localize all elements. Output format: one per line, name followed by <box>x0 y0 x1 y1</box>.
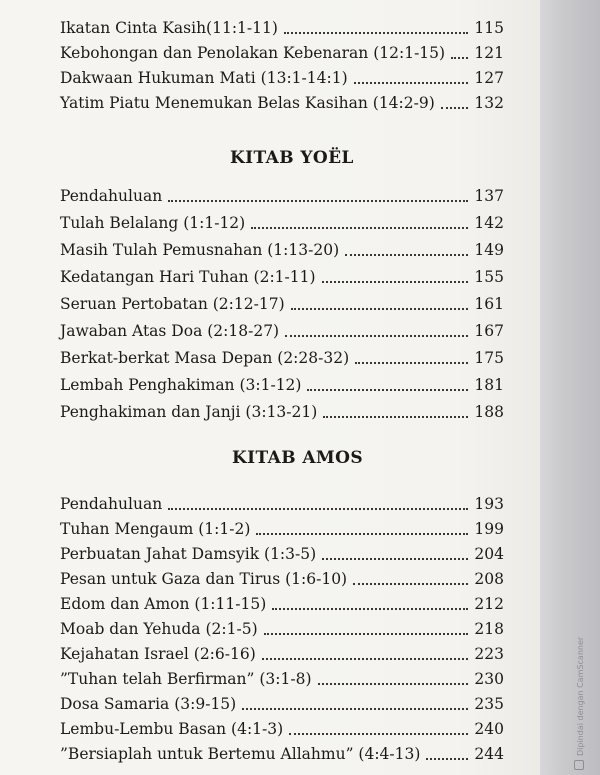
toc-entry <box>60 64 504 88</box>
dot-leader <box>353 583 468 585</box>
toc-entry <box>60 665 504 689</box>
dot-leader <box>441 107 469 109</box>
entry-title: ”Bersiaplah untuk Bertemu Allahmu” (4:4-13) <box>60 745 421 763</box>
dot-leader <box>451 57 468 59</box>
dot-leader <box>262 658 469 660</box>
entry-page: 142 <box>474 214 504 232</box>
entry-title: Lembu-Lembu Basan (4:1-3) <box>60 720 284 738</box>
toc-entry <box>60 344 504 368</box>
toc-entry <box>60 89 504 113</box>
toc-entry <box>60 14 504 38</box>
toc-entry <box>60 317 504 341</box>
entry-title: Pendahuluan <box>60 187 163 205</box>
entry-page: 193 <box>474 495 504 513</box>
entry-page: 137 <box>474 187 504 205</box>
dot-leader <box>322 558 468 560</box>
entry-page: 127 <box>474 69 504 87</box>
entry-page: 208 <box>474 570 504 588</box>
entry-page: 244 <box>474 745 504 763</box>
toc-entry <box>60 263 504 287</box>
dot-leader <box>256 533 468 535</box>
dot-leader <box>284 32 468 34</box>
dot-leader <box>307 389 468 391</box>
entry-page: 235 <box>474 695 504 713</box>
entry-page: 115 <box>474 19 504 37</box>
entry-page: 149 <box>474 241 504 259</box>
entry-title: Tulah Belalang (1:1-12) <box>60 214 246 232</box>
entry-page: 212 <box>474 595 504 613</box>
toc-entry <box>60 640 504 664</box>
book-spine <box>540 0 600 775</box>
dot-leader <box>354 82 469 84</box>
entry-title: Berkat-berkat Masa Depan (2:28-32) <box>60 349 350 367</box>
dot-leader <box>251 227 468 229</box>
entry-page: 230 <box>474 670 504 688</box>
dot-leader <box>318 683 469 685</box>
entry-title: ”Tuhan telah Berfirman” (3:1-8) <box>60 670 312 688</box>
entry-page: 204 <box>474 545 504 563</box>
entry-page: 181 <box>474 376 504 394</box>
dot-leader <box>285 335 468 337</box>
section-heading-yoel: KITAB YOËL <box>230 148 354 168</box>
scanner-text: Dipindai dengan CamScanner <box>576 636 585 756</box>
entry-page: 167 <box>474 322 504 340</box>
entry-title: Kedatangan Hari Tuhan (2:1-11) <box>60 268 316 286</box>
entry-title: Pendahuluan <box>60 495 163 513</box>
entry-title: Ikatan Cinta Kasih(11:1-11) <box>60 19 278 37</box>
dot-leader <box>426 758 468 760</box>
entry-page: 132 <box>474 94 504 112</box>
entry-page: 175 <box>474 349 504 367</box>
entry-page: 161 <box>474 295 504 313</box>
entry-page: 121 <box>474 44 504 62</box>
entry-title: Edom dan Amon (1:11-15) <box>60 595 267 613</box>
dot-leader <box>345 254 468 256</box>
entry-page: 199 <box>474 520 504 538</box>
dot-leader <box>289 733 468 735</box>
entry-title: Penghakiman dan Janji (3:13-21) <box>60 403 318 421</box>
entry-title: Lembah Penghakiman (3:1-12) <box>60 376 302 394</box>
dot-leader <box>355 362 468 364</box>
toc-entry <box>60 690 504 714</box>
entry-page: 240 <box>474 720 504 738</box>
dot-leader <box>323 416 468 418</box>
entry-page: 218 <box>474 620 504 638</box>
toc-entry <box>60 540 504 564</box>
toc-entry <box>60 39 504 63</box>
section-heading-amos: KITAB AMOS <box>232 448 364 468</box>
entry-title: Pesan untuk Gaza dan Tirus (1:6-10) <box>60 570 348 588</box>
toc-entry <box>60 590 504 614</box>
toc-entry <box>60 515 504 539</box>
toc-entry <box>60 236 504 260</box>
dot-leader <box>272 608 468 610</box>
entry-title: Kebohongan dan Penolakan Kebenaran (12:1-15) <box>60 44 446 62</box>
toc-entry <box>60 371 504 395</box>
dot-leader <box>264 633 469 635</box>
toc-entry <box>60 715 504 739</box>
toc-entry <box>60 398 504 422</box>
entry-title: Tuhan Mengaum (1:1-2) <box>60 520 251 538</box>
entry-title: Moab dan Yehuda (2:1-5) <box>60 620 258 638</box>
toc-entry <box>60 290 504 314</box>
entry-page: 155 <box>474 268 504 286</box>
entry-title: Seruan Pertobatan (2:12-17) <box>60 295 285 313</box>
entry-title: Yatim Piatu Menemukan Belas Kasihan (14:2-9) <box>60 94 435 112</box>
entry-title: Kejahatan Israel (2:6-16) <box>60 645 256 663</box>
toc-entry <box>60 182 504 206</box>
entry-title: Jawaban Atas Doa (2:18-27) <box>60 322 280 340</box>
toc-entry <box>60 565 504 589</box>
dot-leader <box>168 508 468 510</box>
toc-entry <box>60 740 504 764</box>
toc-entry <box>60 490 504 514</box>
dot-leader <box>168 200 468 202</box>
toc-entry <box>60 615 504 639</box>
entry-title: Dakwaan Hukuman Mati (13:1-14:1) <box>60 69 348 87</box>
entry-title: Dosa Samaria (3:9-15) <box>60 695 237 713</box>
dot-leader <box>322 281 469 283</box>
entry-title: Perbuatan Jahat Damsyik (1:3-5) <box>60 545 317 563</box>
dot-leader <box>242 708 468 710</box>
entry-page: 223 <box>474 645 504 663</box>
camscanner-icon <box>574 760 584 770</box>
scanner-watermark <box>574 637 585 770</box>
toc-entry <box>60 209 504 233</box>
dot-leader <box>291 308 469 310</box>
entry-page: 188 <box>474 403 504 421</box>
entry-title: Masih Tulah Pemusnahan (1:13-20) <box>60 241 340 259</box>
